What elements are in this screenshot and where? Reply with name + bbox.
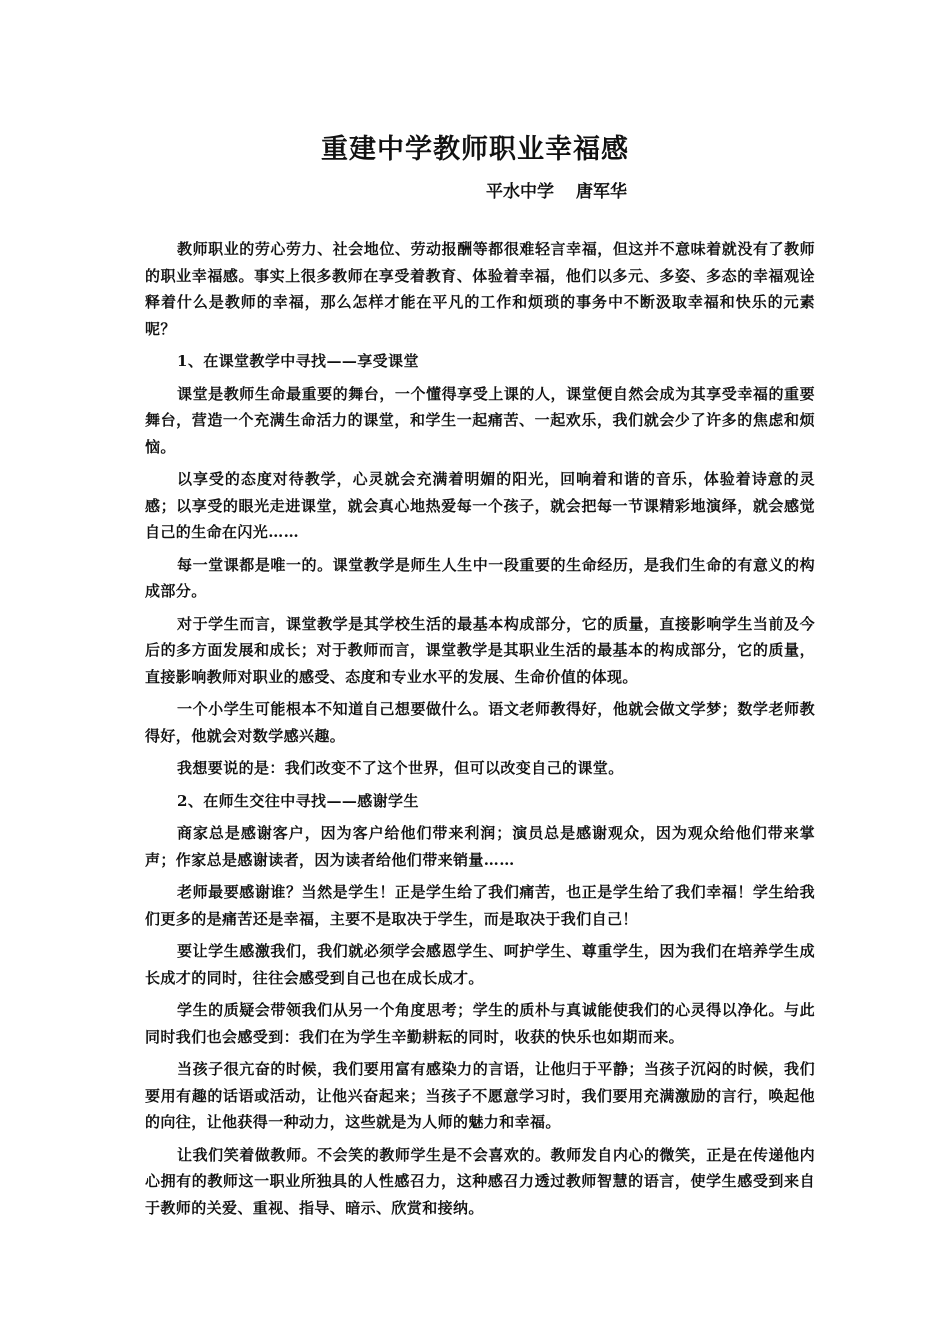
section-heading: 2、在师生交往中寻找——感谢学生 xyxy=(177,791,419,810)
paragraph: 让我们笑着做教师。不会笑的教师学生是不会喜欢的。教师发自内心的微笑，正是在传递他内心拥有的教师这一职业所独具的人性感召力，这种感召力透过教师智慧的语言，使学生感受到来自于教师的关爱、重视、指导、暗示、欣赏和接纳。 xyxy=(145,1145,815,1217)
paragraph: 教师职业的劳心劳力、社会地位、劳动报酬等都很难轻言幸福，但这并不意味着就没有了教师的职业幸福感。事实上很多教师在享受着教育、体验着幸福，他们以多元、多姿、多态的幸福观诠释着什么是教师的幸福，那么怎样才能在平凡的工作和烦琐的事务中不断汲取幸福和快乐的元素呢？ xyxy=(145,240,815,338)
paragraph: 商家总是感谢客户，因为客户给他们带来利润；演员总是感谢观众，因为观众给他们带来掌声；作家总是感谢读者，因为读者给他们带来销量…… xyxy=(145,824,815,869)
section-heading: 1、在课堂教学中寻找——享受课堂 xyxy=(177,352,419,370)
paragraph: 一个小学生可能根本不知道自己想要做什么。语文老师教得好，他就会做文学梦；数学老师教得好，他就会对数学感兴趣。 xyxy=(145,700,815,745)
school-name: 平水中学 xyxy=(486,182,554,202)
paragraph: 每一堂课都是唯一的。课堂教学是师生人生中一段重要的生命经历，是我们生命的有意义的构成部分。 xyxy=(145,555,815,600)
paragraph: 对于学生而言，课堂教学是其学校生活的最基本构成部分，它的质量，直接影响学生当前及今后的多方面发展和成长；对于教师而言，课堂教学是其职业生活的最基本的构成部分，它的质量，直接影响教师对职业的感受、态度和专业水平的发展、生命价值的体现。 xyxy=(145,614,815,686)
document-title: 重建中学教师职业幸福感 xyxy=(321,134,629,165)
paragraph: 当孩子很亢奋的时候，我们要用富有感染力的言语，让他归于平静；当孩子沉闷的时候，我们要用有趣的话语或活动，让他兴奋起来；当孩子不愿意学习时，我们要用充满激励的言行，唤起他的向往，让他获得一种动力，这些就是为人师的魅力和幸福。 xyxy=(145,1060,815,1131)
paragraph: 学生的质疑会带领我们从另一个角度思考；学生的质朴与真诚能使我们的心灵得以净化。与此同时我们也会感受到：我们在为学生辛勤耕耘的同时，收获的快乐也如期而来。 xyxy=(145,1001,815,1046)
author-name: 唐军华 xyxy=(576,182,627,202)
document-body xyxy=(145,236,815,1227)
byline xyxy=(486,180,627,204)
paragraph: 要让学生感激我们，我们就必须学会感恩学生、呵护学生、尊重学生，因为我们在培养学生成长成才的同时，往往会感受到自己也在成长成才。 xyxy=(145,942,815,987)
paragraph: 老师最要感谢谁？当然是学生！正是学生给了我们痛苦，也正是学生给了我们幸福！学生给我们更多的是痛苦还是幸福，主要不是取决于学生，而是取决于我们自己！ xyxy=(145,883,815,928)
paragraph: 课堂是教师生命最重要的舞台，一个懂得享受上课的人，课堂便自然会成为其享受幸福的重要舞台，营造一个充满生命活力的课堂，和学生一起痛苦、一起欢乐，我们就会少了许多的焦虑和烦恼。 xyxy=(145,384,815,456)
paragraph: 我想要说的是：我们改变不了这个世界，但可以改变自己的课堂。 xyxy=(177,759,624,777)
paragraph: 以享受的态度对待教学，心灵就会充满着明媚的阳光，回响着和谐的音乐，体验着诗意的灵感；以享受的眼光走进课堂，就会真心地热爱每一个孩子，就会把每一节课精彩地演绎，就会感觉自己的生命在闪光…… xyxy=(145,470,815,541)
